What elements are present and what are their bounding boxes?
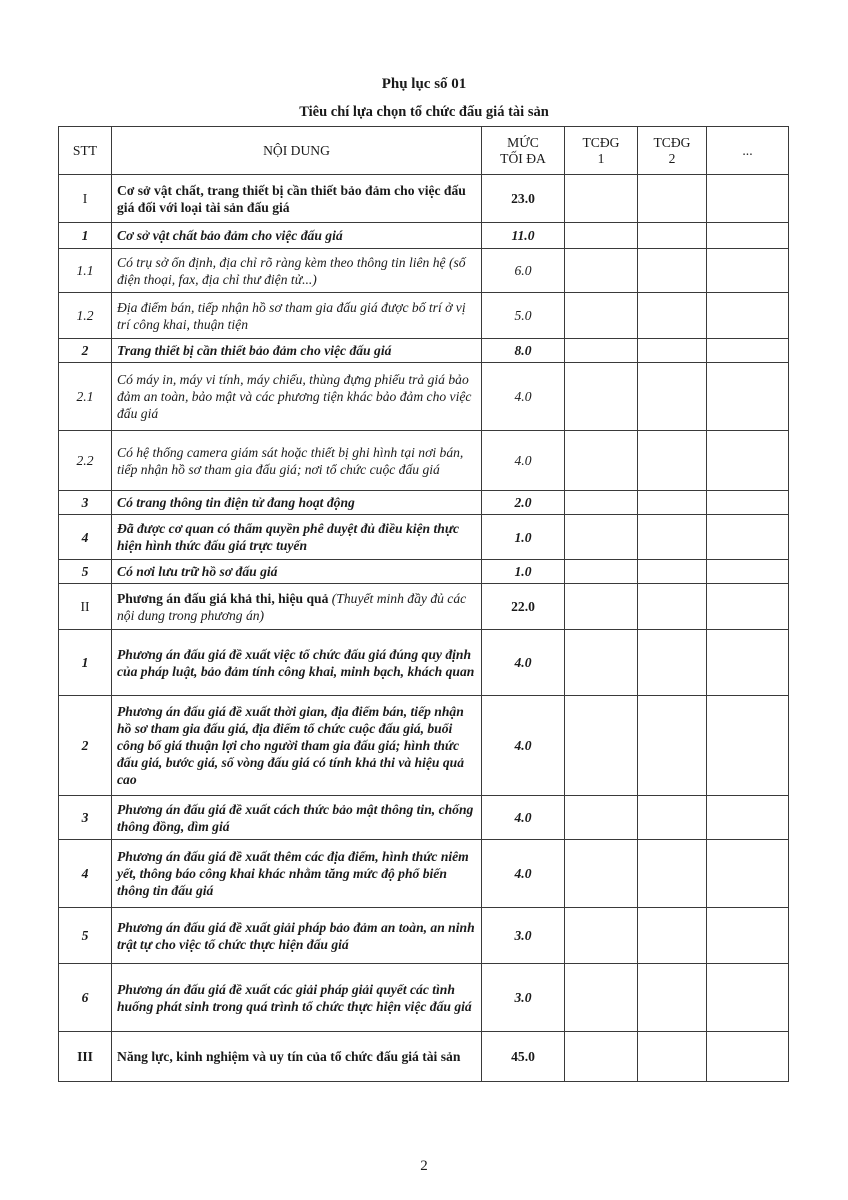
row-score-more [707,696,789,796]
row-max-score: 3.0 [482,908,565,964]
table-row [59,223,789,249]
header-max-score [482,127,565,175]
row-score-more [707,431,789,491]
row-score-tcdg-2 [638,515,707,560]
table-row [59,796,789,840]
row-stt: 4 [59,840,112,908]
row-score-tcdg-1 [565,293,638,339]
row-max-score: 5.0 [482,293,565,339]
appendix-title: Phụ lục số 01 [381,76,467,92]
row-score-tcdg-2 [638,175,707,223]
header-tcdg2-line1: TCĐG [653,134,691,150]
row-max-score: 4.0 [482,363,565,431]
row-max-score: 3.0 [482,964,565,1032]
row-stt: 5 [59,560,112,584]
row-score-more [707,584,789,630]
row-score-more [707,363,789,431]
row-stt: 1 [59,223,112,249]
row-score-tcdg-2 [638,339,707,363]
row-content-note: (Thuyết minh đầy đủ các nội dung trong phương án) [117,590,467,623]
row-score-tcdg-1 [565,175,638,223]
row-stt: 1 [59,630,112,696]
row-max-score: 4.0 [482,431,565,491]
row-score-tcdg-2 [638,431,707,491]
row-max-score: 11.0 [482,223,565,249]
header-max-line1: MỨC [507,134,539,150]
row-score-tcdg-2 [638,223,707,249]
row-max-score: 1.0 [482,560,565,584]
row-score-tcdg-2 [638,491,707,515]
header-tcdg-2 [638,127,707,175]
row-max-score: 23.0 [482,175,565,223]
row-score-tcdg-1 [565,796,638,840]
table-row [59,696,789,796]
table-row [59,560,789,584]
row-score-more [707,840,789,908]
row-content: Phương án đấu giá đề xuất giải pháp bảo đảm an toàn, an ninh trật tự cho việc tổ chức thực hiện đấu giá [112,908,482,964]
header-tcdg2-line2: 2 [668,150,676,166]
row-stt: 3 [59,796,112,840]
row-score-tcdg-1 [565,908,638,964]
row-max-score: 2.0 [482,491,565,515]
table-row [59,630,789,696]
row-score-more [707,630,789,696]
row-max-score: 22.0 [482,584,565,630]
row-score-tcdg-1 [565,584,638,630]
row-content: Địa điểm bán, tiếp nhận hồ sơ tham gia đấu giá được bố trí ở vị trí công khai, thuận tiện [112,293,482,339]
table-row [59,339,789,363]
table-header-row [59,127,789,175]
row-score-tcdg-1 [565,431,638,491]
row-score-more [707,293,789,339]
row-score-tcdg-1 [565,339,638,363]
row-stt: 2 [59,339,112,363]
row-content: Phương án đấu giá đề xuất thời gian, địa điểm bán, tiếp nhận hồ sơ tham gia đấu giá, địa điểm tổ chức cuộc đấu giá, buổi công bố giá thuận lợi cho người tham gia đấu giá; hình thức đấu giá, bước giá, số vòng đấu giá có tính khả thi và hiệu quả cao [112,696,482,796]
row-score-more [707,223,789,249]
row-score-tcdg-2 [638,630,707,696]
row-max-score: 4.0 [482,696,565,796]
row-score-tcdg-1 [565,223,638,249]
page-number: 2 [420,1158,428,1174]
row-score-tcdg-1 [565,560,638,584]
row-score-tcdg-2 [638,796,707,840]
criteria-table [58,126,789,1082]
row-score-tcdg-2 [638,560,707,584]
row-content: Có máy in, máy vi tính, máy chiếu, thùng đựng phiếu trả giá bảo đảm an toàn, bảo mật và các phương tiện khác bảo đảm cho việc đấu giá [112,363,482,431]
row-score-more [707,339,789,363]
row-score-tcdg-2 [638,840,707,908]
row-content: Phương án đấu giá đề xuất các giải pháp giải quyết các tình huống phát sinh trong quá trình tổ chức thực hiện việc đấu giá [112,964,482,1032]
row-score-tcdg-1 [565,840,638,908]
row-content: Cơ sở vật chất bảo đảm cho việc đấu giá [112,223,482,249]
row-content: Có nơi lưu trữ hồ sơ đấu giá [112,560,482,584]
row-score-tcdg-2 [638,1032,707,1082]
table-row [59,431,789,491]
table-row [59,491,789,515]
table-row [59,249,789,293]
row-score-tcdg-2 [638,584,707,630]
row-max-score: 4.0 [482,840,565,908]
row-score-tcdg-2 [638,363,707,431]
row-score-more [707,964,789,1032]
row-stt: 4 [59,515,112,560]
row-stt: 2 [59,696,112,796]
header-content: NỘI DUNG [112,127,482,175]
row-stt: 1.1 [59,249,112,293]
row-stt: I [59,175,112,223]
row-stt: 6 [59,964,112,1032]
row-score-more [707,175,789,223]
row-score-tcdg-1 [565,1032,638,1082]
row-score-more [707,1032,789,1082]
table-row [59,363,789,431]
row-content: Năng lực, kinh nghiệm và uy tín của tổ chức đấu giá tài sản [112,1032,482,1082]
header-stt: STT [59,127,112,175]
row-score-more [707,515,789,560]
row-stt: 2.1 [59,363,112,431]
row-score-more [707,560,789,584]
row-score-more [707,908,789,964]
header-more-columns: ... [707,127,789,175]
row-content: Có trang thông tin điện tử đang hoạt động [112,491,482,515]
row-score-tcdg-1 [565,249,638,293]
table-row [59,840,789,908]
row-max-score: 1.0 [482,515,565,560]
row-stt: 2.2 [59,431,112,491]
row-max-score: 4.0 [482,796,565,840]
row-content: Đã được cơ quan có thẩm quyền phê duyệt đủ điều kiện thực hiện hình thức đấu giá trực tuyến [112,515,482,560]
row-content: Phương án đấu giá đề xuất cách thức bảo mật thông tin, chống thông đồng, dìm giá [112,796,482,840]
row-score-tcdg-1 [565,491,638,515]
table-row [59,175,789,223]
row-max-score: 6.0 [482,249,565,293]
row-score-tcdg-2 [638,696,707,796]
row-score-tcdg-2 [638,293,707,339]
row-score-tcdg-2 [638,964,707,1032]
row-content [112,584,482,630]
table-row [59,515,789,560]
header-max-line2: TỐI ĐA [500,150,546,166]
row-content: Cơ sở vật chất, trang thiết bị cần thiết bảo đảm cho việc đấu giá đối với loại tài sản đấu giá [112,175,482,223]
row-score-tcdg-1 [565,363,638,431]
row-score-tcdg-1 [565,630,638,696]
row-content: Có trụ sở ổn định, địa chỉ rõ ràng kèm theo thông tin liên hệ (số điện thoại, fax, địa chỉ thư điện tử...) [112,249,482,293]
table-row [59,584,789,630]
row-score-tcdg-2 [638,908,707,964]
row-score-more [707,491,789,515]
table-row [59,908,789,964]
row-content-main: Phương án đấu giá khả thi, hiệu quả [117,590,329,606]
header-tcdg1-line1: TCĐG [582,134,620,150]
table-caption: Tiêu chí lựa chọn tổ chức đấu giá tài sản [299,104,549,120]
header-tcdg1-line2: 1 [597,150,605,166]
row-score-tcdg-1 [565,964,638,1032]
row-score-more [707,249,789,293]
row-content: Phương án đấu giá đề xuất việc tổ chức đấu giá đúng quy định của pháp luật, bảo đảm tính công khai, minh bạch, khách quan [112,630,482,696]
row-content: Có hệ thống camera giám sát hoặc thiết bị ghi hình tại nơi bán, tiếp nhận hồ sơ tham gia đấu giá; nơi tổ chức cuộc đấu giá [112,431,482,491]
row-max-score: 4.0 [482,630,565,696]
row-max-score: 45.0 [482,1032,565,1082]
row-content: Phương án đấu giá đề xuất thêm các địa điểm, hình thức niêm yết, thông báo công khai khác nhằm tăng mức độ phổ biến thông tin đấu giá [112,840,482,908]
row-score-tcdg-1 [565,696,638,796]
row-stt: II [59,584,112,630]
row-stt: 1.2 [59,293,112,339]
row-stt: 3 [59,491,112,515]
row-max-score: 8.0 [482,339,565,363]
row-content: Trang thiết bị cần thiết bảo đảm cho việc đấu giá [112,339,482,363]
row-stt: III [59,1032,112,1082]
header-tcdg-1 [565,127,638,175]
row-score-tcdg-1 [565,515,638,560]
row-score-more [707,796,789,840]
table-row [59,1032,789,1082]
row-score-tcdg-2 [638,249,707,293]
row-stt: 5 [59,908,112,964]
table-row [59,293,789,339]
table-row [59,964,789,1032]
